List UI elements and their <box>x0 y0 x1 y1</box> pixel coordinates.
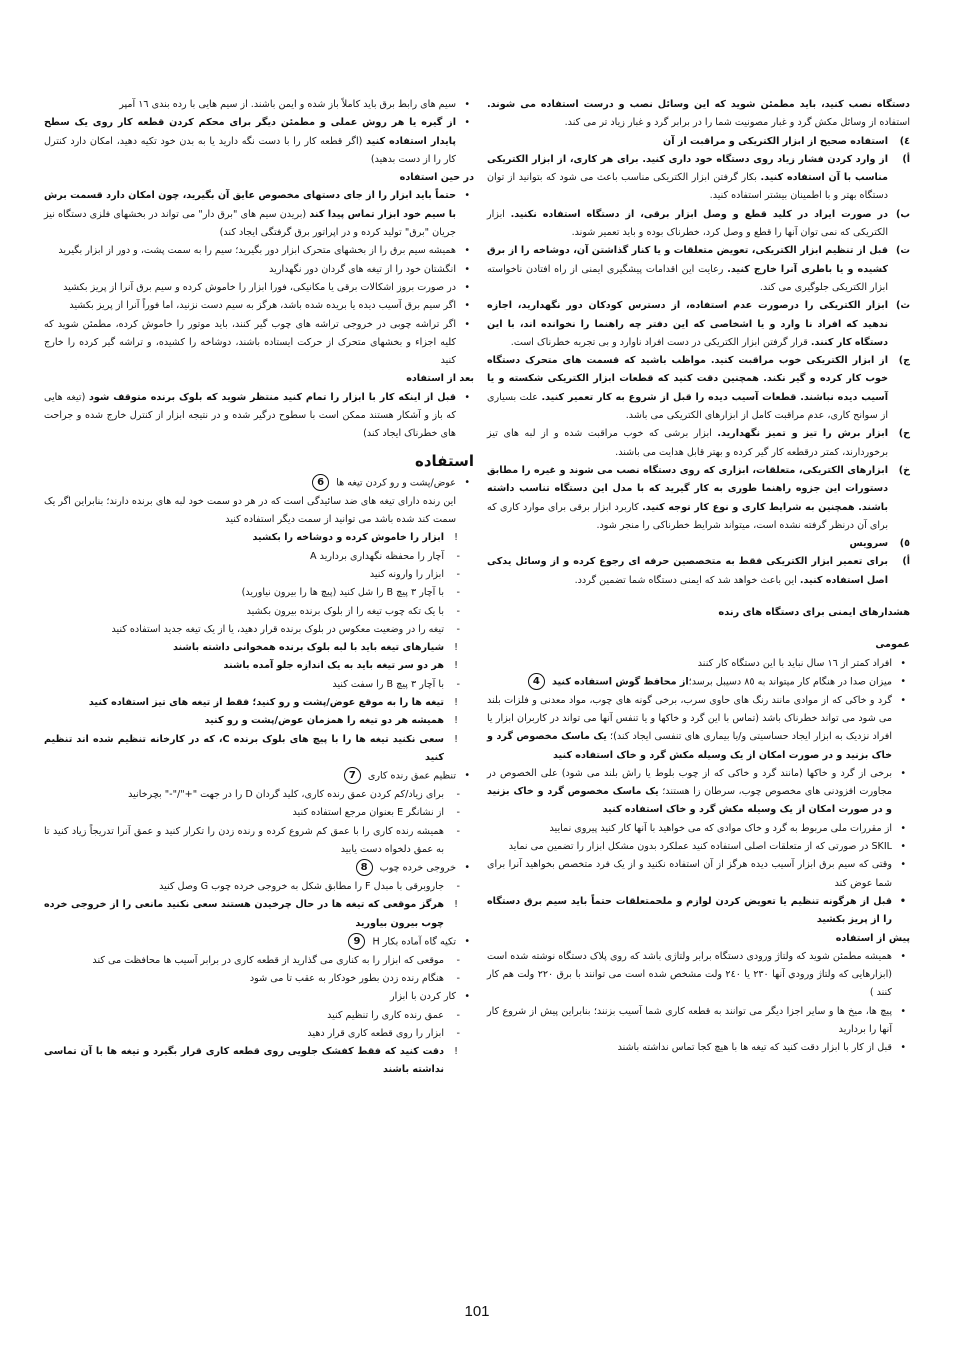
list-item: • کار کردن با ابزار <box>44 988 474 1006</box>
list-item <box>487 692 910 765</box>
section-number: ٤) <box>899 135 910 147</box>
text: تکیه گاه آماده بکار H <box>372 936 456 948</box>
bold-text: ابزار برش را تیز و تمیز نگهدارید. <box>717 428 888 440</box>
right-column <box>487 96 910 1058</box>
list-item: • انگشتان خود را از تیغه های گردان دور نگهدارید <box>44 261 474 279</box>
list-item: • همیشه مطمئن شوید که ولتاژ ورودی دستگاه برابر ولتاژی باشد که روی پلاک دستگاه نوشته شده است (ابزارهایی که ولتاژ ورودي آنها ٢٣٠ یا ٢٤٠ ولت مشخص شده است می توانند با برق ٢٢٠ ولت هم کار کنند ) <box>487 948 910 1003</box>
text: برخی از گرد و خاکها (مانند گرد و خاکی که از چوب بلوط یا راش بلند می شود) علی الخصوص در مجاورت افزودنی های مخصوص چوب، سرطان زا هستند؛ <box>487 767 892 798</box>
section-heading: استفاده صحیح از ابزار الکتریکی و مراقبت از آن <box>663 135 888 147</box>
item-c <box>487 242 910 297</box>
during-use-heading: در حین استفاده <box>399 172 474 184</box>
text: (تیغه هایی که باز و آشکار هستند ممکن است با سطوح درگیر شده و در نتیجه ابزار از کنترل خارج شده و جراحت های خطرناک ایجاد کند) <box>44 391 456 440</box>
text: قرار گرفتن ابزار الکتریکی در دست افراد ناوارد و بی تجربه خطرناک است. <box>510 336 808 348</box>
text: گرد و خاکی که از موادی مانند رنگ های حاوی سرب، برخی گونه های چوب، مواد معدنی و فلزات بلند می شود می تواند خطرناک باشد (تماس با این گرد و خاکها و یا تنفس آنها می تواند در کاربران ابزار یا افراد نزدیک به ابزار ایجاد حساسیتی و/یا بیماری های تنفسی ایجاد کند)؛ <box>487 694 892 743</box>
bold-text: در صورت ایراد در کلید قطع و وصل ابزار برقی، از دستگاه استفاده نکنید. <box>510 208 888 220</box>
general-heading: عمومی <box>875 639 910 651</box>
item-a <box>487 151 910 206</box>
step-item: - تیغه را در وضعیت معکوس در بلوک برنده قرار دهید، یا از یک تیغه جدید استفاده کنید <box>44 621 474 639</box>
item-d <box>487 297 910 352</box>
warning-item: ! شیارهای تیغه باید با لبه بلوک برنده همخوانی داشته باشند <box>44 639 474 657</box>
item-label: ب) <box>895 208 910 220</box>
warning-item: ! هرگز موقعی که تیغه ها در حال چرخیدن هستند سعی نکنید مانعی را از خروجی خرده چوب بیرون بیاورید <box>44 896 474 933</box>
item-h <box>487 553 910 590</box>
section-number: ٥) <box>899 538 910 550</box>
text: رعایت این اقدامات پیشگیری ایمنی از راه افتادن ناخواسته ابزار الکتریکی جلوگیری می کند. <box>487 263 888 293</box>
bold-text: ابزار الکتریکی را درصورت عدم استفاده، از دسترس کودکان دور نگهدارید، اجازه ندهید که افراد نا وارد و یا اشخاصی که این دفتر چه راهنما را نخوانده اند، با این دستگاه کار کنند. <box>487 300 888 348</box>
step-item: - ابزار را وارونه کنید <box>44 566 474 584</box>
bold-text: از ابزار الکتریکی خوب مراقبت کنید. مواظب باشید که قسمت های متحرک دستگاه خوب کار کرده و گیر نکند. همچنین دقت کنید که قطعات ابزار الکتریکی شکسته و یا آسیب دیده نباشند. قطعات آسیب دیده را قبل از شروع به کار تعمیر کنید. <box>487 355 888 403</box>
list-item: • SKIL در صورتی که از متعلقات اصلی استفاده کنید عملکرد بدون مشکل ابزار را تضمین می نماید <box>487 838 910 856</box>
bold-text: یک ماسک مخصوص گرد و خاک بزنید و در صورت امکان از یک وسیله مکش گرد و خاک استفاده کنید <box>487 731 892 761</box>
step-item: - جاروبرقی با مبدل F را مطابق شکل به خروجی خرده چوب G وصل کنید <box>44 878 474 896</box>
figure-ref-icon: 4 <box>528 673 545 690</box>
list-item <box>44 859 474 878</box>
text: خروجی خرده چوب <box>379 862 456 874</box>
list-item: • از مقررات ملی مربوط به گرد و خاک موادی که می خواهید با آنها کار کنید پیروی نمایید <box>487 820 910 838</box>
list-item: • افراد کمتر از ١٦ سال نباید با این دستگاه کار کنند <box>487 655 910 673</box>
list-item <box>44 389 474 444</box>
step-item: - موقعی که ابزار را به کناری می گذارید از قطعه کاری در برابر آسیب ها محافظت می کند <box>44 952 474 970</box>
text: ابزار الکتریکی که نمی توان آنها را قطع و وصل کرد، خطرناک بوده و باید تعمیر شوند. <box>487 208 888 239</box>
item-g <box>487 462 910 535</box>
bold-text: از گیره یا هر روش عملی و مطمئن دیگر برای محکم کردن قطعه کار روی یک سطح پایدار استفاده کنید <box>44 117 456 147</box>
text: بکار گرفتن ابزار الکتریکی مناسب باعث می شود که بتوانید از توان دستگاه بهتر و با اطمینان بیشتر استفاده کنید. <box>487 172 888 202</box>
warning-item: ! هر دو سر تیغه باید به یک اندازه جلو آمده باشند <box>44 657 474 675</box>
step-item: - از نشانگر E بعنوان مرجع استفاده کنید <box>44 804 474 822</box>
list-item <box>44 933 474 952</box>
step-item: - با یک تکه چوب تیغه را از بلوک برنده بیرون بکشید <box>44 603 474 621</box>
section-4 <box>487 133 910 151</box>
description: این رنده دارای تیغه های ضد سائیدگی است که در هر دو سمت خود لبه های برنده دارند؛ بنابراین اگر یک سمت کند شده باشد می توانید از سمت دیگر استفاده کنید <box>44 495 456 526</box>
item-b <box>487 206 910 243</box>
item-label: ج) <box>898 355 910 367</box>
item-label: ح) <box>898 428 910 440</box>
text: (بریدن سیم های "برق دار" می تواند در بخشهای فلزی دستگاه نیز جریان "برق" تولید کرده و در اپراتور برق گرفتگی ایجاد کند) <box>44 208 456 239</box>
step-item: - هنگام رنده زدن بطور خودکار به عقب تا می شود <box>44 970 474 988</box>
item-label: أ) <box>902 153 910 165</box>
list-item: • پیچ ها، میخ ها و سایر اجزا دیگر می توانند به قطعه کاری شما آسیب بزنند؛ بنابراین پیش از شروع کار آنها را بردارید <box>487 1003 910 1040</box>
warning-item: ! ابزار را خاموش کرده و دوشاخه را بکشید <box>44 529 474 547</box>
text: کاربرد ابزار برقی برای موارد کاری که برای آن درنظر گرفته نشده است، میتواند شرایط خطرناکی را منجر شود. <box>487 501 888 531</box>
left-column <box>44 96 474 1080</box>
bold-text: برای تعمیر ابزار الکتریکی فقط به متخصصین حرفه ای رجوع کرده و از وسائل یدکی اصل استفاده کنید. <box>487 556 888 586</box>
item-f <box>487 425 910 462</box>
step-item: - با آچار ٣ پیچ B را سفت کنید <box>44 676 474 694</box>
warning-item: ! دقت کنید که فقط کفشک جلویی روی قطعه کاری قرار بگیرد و تیغه ها با آن تماسی نداشته باشند <box>44 1043 474 1080</box>
text: ابزار برشی که خوب مراقبت شده و از لبه های تیز برخوردارند، کمتر درقطعه کار گیر کرده و بهتر قابل هدایت می باشند. <box>487 428 888 458</box>
list-item <box>487 765 910 820</box>
step-item: - همیشه رنده کاری را با عمق کم شروع کرده و رنده زدن را تکرار کنید و عمق آنرا تدریجاً زیاد کنید تا به عمق دلخواه دست یابید <box>44 823 474 860</box>
text: استفاده از وسائل مکش گرد و غبار مصونیت شما را در برابر گرد و غبار زیاد تر می کند. <box>564 117 910 129</box>
list-item: • اگر سیم برق آسیب دیده یا بریده شده باشد، هرگز به سیم دست نزنید، اما فوراً آنرا از پریز بکشید <box>44 297 474 315</box>
figure-ref-icon: 8 <box>356 859 373 876</box>
text: این باعث خواهد شد که ایمنی دستگاه شما تضمین گردد. <box>574 574 797 586</box>
step-item: - با آچار ٣ پیچ B را شل کنید (پیچ ها را بیرون نیاورید) <box>44 584 474 602</box>
after-use-heading: بعد از استفاده <box>406 373 474 385</box>
item-label: ث) <box>895 300 910 312</box>
bold-text: یک ماسک مخصوص گرد و خاک بزنید و در صورت امکان از یک وسیله مکش گرد و خاک استفاده کنید <box>487 786 892 816</box>
list-item: • وقتی که سیم برق ابزار آسیب دیده هرگز از آن استفاده نکنید و از یک فرد متخصص بخواهید آنرا برای شما عوض کند <box>487 856 910 893</box>
bold-text: از محافظ گوش استفاده کنید <box>551 676 689 688</box>
list-item: • در صورت بروز اشکالات برقی یا مکانیکی، فورا ابزار را خاموش کرده و سیم برق آنرا از پریز بکشید <box>44 279 474 297</box>
item-label: ت) <box>895 245 910 257</box>
text: میزان صدا در هنگام کار میتواند به ٨٥ دسیبل برسد؛ <box>688 676 892 688</box>
text: (اگر قطعه کار را با دست نگه دارید یا به بدن خود تکیه دهید، امکان دارد کنترل کار را از دست بدهید) <box>44 135 456 165</box>
bold-text: قبل از اینکه کار با ابزار را تمام کنید منتظر شوید که بلوک برنده متوقف شود <box>88 391 456 403</box>
list-item <box>487 673 910 692</box>
item-label: خ) <box>898 464 910 476</box>
section-heading: سرویس <box>849 538 888 550</box>
planer-safety-heading: هشدارهای ایمنی برای دستگاه های رنده <box>718 607 910 619</box>
step-item: - ابزار را روی قطعه کاری قرار دهید <box>44 1025 474 1043</box>
bold-text: حتماً باید ابزار را از جای دستهای مخصوص عایق آن بگیرید، چون امکان دارد قسمت برش با سیم خود ابزار تماس پیدا کند <box>44 190 457 220</box>
text: تنظیم عمق رنده کاری <box>367 770 456 782</box>
step-item: - آچار را محفظه نگهداری بردارید A <box>44 548 474 566</box>
bold-text: ابزارهای الکتریکی، متعلقات، ابزاری که روی دستگاه نصب می شوند و غیره را مطابق دستورات این جزوه راهنما طوری به کار گیرید که با مدل این دستگاه تناسب داشته باشند. همچنین به شرایط کاری و نوع کار توجه کنید. <box>487 464 888 513</box>
list-item <box>44 474 474 493</box>
figure-ref-icon: 6 <box>312 474 329 491</box>
list-item <box>44 187 474 242</box>
warning-item: ! سعی نکنید تیغه ها را با پیچ های بلوک برنده C، که در کارخانه تنظیم شده اند تنظیم کنید <box>44 731 474 768</box>
before-use-heading: پیش از استفاده <box>835 932 910 944</box>
item-label: أ) <box>902 556 910 568</box>
paragraph <box>487 96 910 133</box>
step-item: - عمق رنده کاری را تنظیم کنید <box>44 1007 474 1025</box>
warning-item: ! تیغه ها را به موقع عوض/پشت و رو کنید؛ فقط از تیغه های تیز استفاده کنید <box>44 694 474 712</box>
section-5 <box>487 535 910 553</box>
bold-text: قبل از تنظیم ابزار الکتریکی، تعویض متعلقات و یا کنار گذاشتن آن، دوشاخه را از برق کشیده و یا باطری آنرا خارج کنید. <box>487 245 888 275</box>
list-item: • قبل از هرگونه تنظیم یا تعویض کردن لوازم و ملحمتعلقات حتماً باید سیم برق دستگاه را از پریز بکشید <box>487 893 910 930</box>
bold-text: از وارد کردن فشار زیاد روی دستگاه خود داری کنید. برای هر کاری، از ابزار الکتریکی مناسب با آن استفاده کنید. <box>487 153 888 184</box>
list-item <box>44 114 474 169</box>
list-item: • اگر تراشه چوبی در خروجی تراشه های چوب گیر کنند، باید موتور را خاموش کرده، مطمئن شوید که کلیه اجزاء و بخشهای متحرک از حرکت ایستاده باشند، دوشاخه را کشیده، و تراشه گیر کرده را خارج کنید <box>44 316 474 371</box>
warning-item: ! همیشه هر دو تیغه را همزمان عوض/پشت و رو کنید <box>44 712 474 730</box>
page-number: 101 <box>464 1303 490 1320</box>
step-item: - برای زیاد/کم کردن عمق رنده کاری، کلید گردان D را در جهت "+"/"-" بچرخانید <box>44 786 474 804</box>
text: عوض/پشت و رو کردن تیغه ها <box>336 477 456 489</box>
list-item <box>44 767 474 786</box>
text: علت بسیاری از سوانح کاری، عدم مراقبت کامل از ابزارهای الکتریکی می باشد. <box>487 391 888 422</box>
bold-text: دستگاه نصب کنید، باید مطمئن شوید که این وسائل نصب و درست استفاده می شوند. <box>487 99 910 110</box>
list-item: • قبل از کار با ابزار دقت کنید که تیغه ها با هیچ کجا تماس نداشته باشند <box>487 1039 910 1057</box>
list-item: • سیم های رابط برق باید کاملاً باز شده و ایمن باشند. از سیم هایی با رده بندی ١٦ آمپر <box>44 96 474 114</box>
figure-ref-icon: 9 <box>348 933 365 950</box>
item-e <box>487 352 910 425</box>
use-title: استفاده <box>415 451 474 470</box>
list-item: • همیشه سیم برق را از بخشهای متحرک ابزار دور بگیرید؛ سیم را به سمت پشت، و دور از ابزار بگیرید <box>44 242 474 260</box>
figure-ref-icon: 7 <box>344 767 361 784</box>
